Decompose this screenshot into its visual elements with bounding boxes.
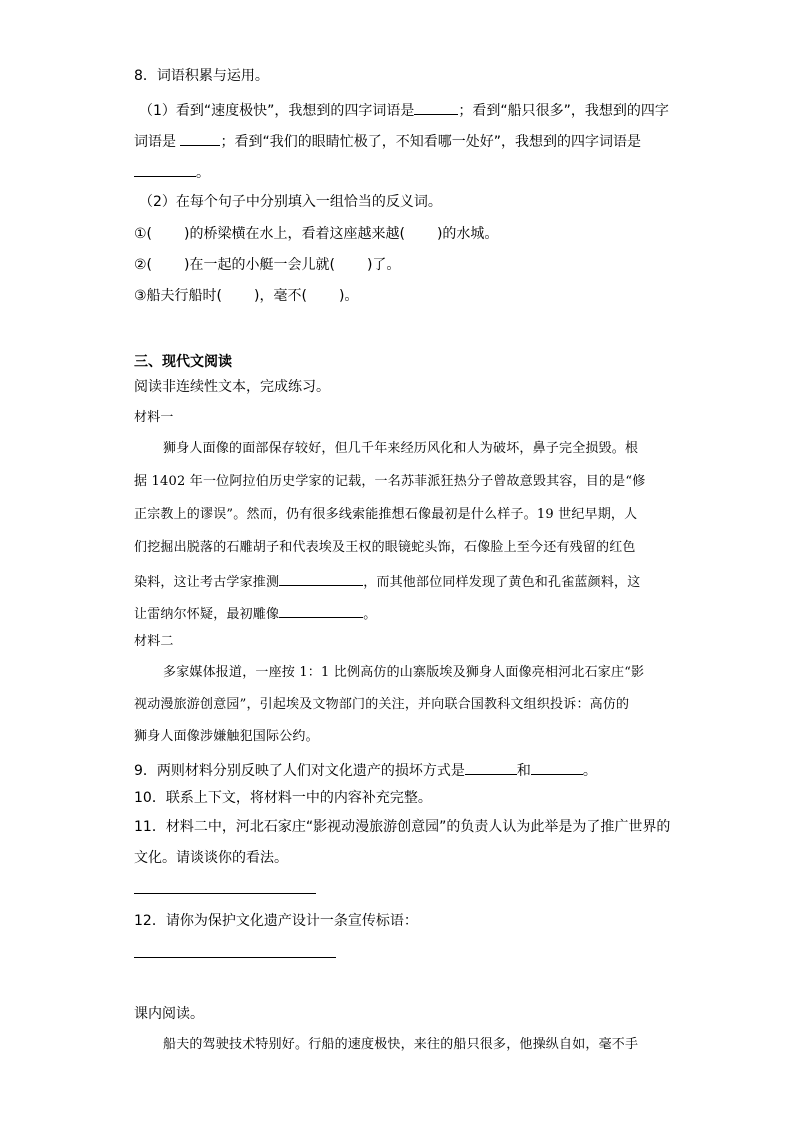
q8-part1-line2: 词语是 ；看到“我们的眼睛忙极了，不知看哪一处好”，我想到的四字词语是 bbox=[134, 131, 641, 151]
material-2-line: 狮身人面像涉嫌触犯国际公约。 bbox=[134, 729, 319, 744]
q8-part1-line1: （1）看到“速度极快”，我想到的四字词语是 ；看到“船只很多”，我想到的四字 bbox=[139, 100, 669, 120]
section-intro: 阅读非连续性文本，完成练习。 bbox=[134, 379, 330, 395]
q8-part2-instruction: （2）在每个句子中分别填入一组恰当的反义词。 bbox=[139, 194, 442, 210]
material-1-label: 材料一 bbox=[134, 410, 174, 425]
q8-sentence-3: ③船夫行船时( )，毫不( )。 bbox=[134, 288, 359, 304]
q8-sentence-2: ②( )在一起的小艇一会儿就( )了。 bbox=[134, 257, 401, 273]
answer-line[interactable] bbox=[134, 893, 316, 894]
material-2-line: 多家媒体报道，一座按 1：1 比例高仿的山寨版埃及狮身人面像亮相河北石家庄“影 bbox=[163, 665, 645, 680]
question-11-line1: 11．材料二中，河北石家庄“影视动漫旅游创意园”的负责人认为此举是为了推广世界的 bbox=[134, 819, 671, 835]
reading-passage-line: 船夫的驾驶技术特别好。行船的速度极快，来往的船只很多，他操纵自如，毫不手 bbox=[163, 1037, 639, 1052]
answer-blank[interactable] bbox=[465, 760, 517, 775]
answer-blank[interactable] bbox=[180, 131, 220, 146]
answer-blank[interactable] bbox=[134, 162, 196, 177]
question-11-line2: 文化。请谈谈你的看法。 bbox=[134, 850, 288, 866]
q8-sentence-1: ①( )的桥梁横在水上，看着这座越来越( )的水城。 bbox=[134, 226, 499, 242]
material-2-label: 材料二 bbox=[134, 634, 174, 649]
q8-part1-line3: 。 bbox=[134, 162, 210, 182]
answer-line[interactable] bbox=[134, 957, 336, 958]
reading-intro: 课内阅读。 bbox=[134, 1006, 204, 1022]
section-heading: 三、现代文阅读 bbox=[134, 354, 232, 370]
q8-title: 8．词语积累与运用。 bbox=[134, 68, 269, 84]
question-9: 9．两则材料分别反映了人们对文化遗产的损坏方式是 和 。 bbox=[134, 760, 597, 780]
material-1-line: 让雷纳尔怀疑，最初雕像 。 bbox=[134, 603, 376, 624]
material-2-line: 视动漫旅游创意园”，引起埃及文物部门的关注，并向联合国教科文组织投诉：高仿的 bbox=[134, 697, 630, 712]
answer-blank[interactable] bbox=[531, 760, 583, 775]
answer-blank[interactable] bbox=[279, 571, 363, 586]
material-1-line: 正宗教上的谬误”。然而，仍有很多线索能推想石像最初是什么样子。19 世纪早期，人 bbox=[134, 507, 638, 522]
material-1-line: 们挖掘出脱落的石雕胡子和代表埃及王权的眼镜蛇头饰，石像脸上至今还有残留的红色 bbox=[134, 540, 636, 555]
material-1-line: 染料，这让考古学家推测 ，而其他部位同样发现了黄色和孔雀蓝颜料，这 bbox=[134, 571, 640, 592]
question-10: 10．联系上下文，将材料一中的内容补充完整。 bbox=[134, 790, 432, 806]
answer-blank[interactable] bbox=[279, 603, 363, 618]
answer-blank[interactable] bbox=[414, 100, 458, 115]
material-1-line: 据 1402 年一位阿拉伯历史学家的记载，一名苏菲派狂热分子曾故意毁其容，目的是“修 bbox=[134, 474, 646, 489]
question-12: 12．请你为保护文化遗产设计一条宣传标语： bbox=[134, 913, 418, 929]
material-1-line: 狮身人面像的面部保存较好，但几千年来经历风化和人为破坏，鼻子完全损毁。根 bbox=[163, 441, 639, 456]
